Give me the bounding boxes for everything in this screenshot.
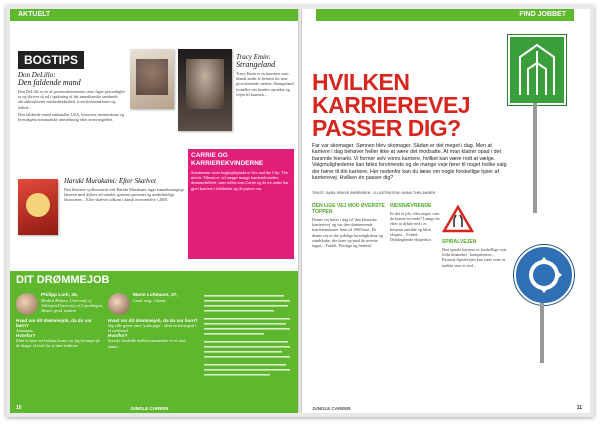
text-lines-placeholder — [204, 293, 292, 403]
book-2-author: Tracy Emin: — [236, 53, 271, 61]
person-1 — [16, 293, 104, 349]
road-sign-illustration — [508, 35, 566, 105]
footer-brand-right: JUNGLE CAREER — [312, 406, 351, 411]
person-2-a2: Sociale forskelle mellem mennesker er et stort emne... — [108, 338, 186, 349]
sign-pole-2 — [540, 303, 544, 363]
person-1-role: Modern History, University of Tübingen/University of Copenhagen, Master grad. student — [41, 298, 103, 313]
book-cover-figure — [136, 59, 168, 95]
book-cover-2 — [178, 49, 232, 131]
book-2-title: Strangeland — [236, 60, 276, 69]
roundabout-icon — [516, 247, 572, 303]
person-1-a1: Astronaut. — [16, 328, 34, 333]
person-1-q2: Hvorfor? — [16, 333, 36, 339]
person-2-name: Marie Lohmann, 27, — [133, 293, 178, 298]
callout-text: Sommerens store boghøjdepunkt er Sex and the City: The movie. Filmen er vel næppe mange karrierekvinders drømmebillede, men rollen som Carrie og de tre andre har gjort karriere i tidsånden og de prøver om. — [191, 170, 289, 191]
magazine-spread — [6, 5, 594, 417]
callout-title: CARRIE OG KARRIEREKVINDERNE — [191, 152, 264, 167]
page-number-left: 10 — [16, 405, 22, 411]
book-cover-1 — [130, 49, 174, 109]
book-3-author: Haruki Murakami: — [64, 177, 118, 185]
bogtips-title-block — [18, 49, 84, 69]
column-2 — [390, 201, 440, 401]
left-page — [10, 9, 298, 413]
callout-box — [188, 149, 294, 259]
person-1-name: Philipp Lurk, 26, — [41, 293, 79, 298]
tab-label-right: FIND JOBBET — [519, 11, 566, 18]
book-3-title: Efter Skælvet — [118, 177, 156, 185]
book-cover-portrait — [186, 59, 224, 109]
book-1-block — [18, 71, 126, 149]
column-1-heading: DEN LIGE VEJ MOD ØVERSTE TOPPEN — [312, 203, 385, 215]
book-1-text: Den DeLillo er en af postmodernismens store figur-personlighe-er og skriver så ud i spidsning af det amerikanske samfunds ultraliberaliseret mediedækkethed, (over)informationer og lethed... — [18, 89, 126, 110]
person-1-avatar — [16, 293, 38, 315]
right-page — [302, 9, 590, 413]
book-cover-sun — [26, 193, 50, 217]
person-1-q1: Hvad var dit drømmejob, da du var barn? — [16, 318, 92, 328]
column-2-text: Er det ét job, eller noget, som du kunne bo-ende? Længe du efter at dykke ned i et bestemt område og blive ekspert... Fordel: Dybdegående ekspertise. — [390, 211, 440, 243]
drommejob-column-3 — [204, 293, 292, 403]
person-2-q2: Hvorfor? — [108, 333, 128, 339]
drommejob-section — [10, 271, 298, 413]
book-3-heading — [64, 177, 184, 185]
column-1-text: Denne vej hører i dag til 'den klassiske karrierevej' og var den dominerende karrieremønster frem til 1960'erne. På denne vej er det tydelige hovedgårdene og vandskabe, der fører op mod de øverste toppe... Fordel: Prestige og fremtid. — [312, 217, 383, 249]
footer-brand-left: JUNGLE CAREER — [130, 406, 169, 411]
headline: HVILKEN KARRIEREVEJ PASSER DIG? — [312, 69, 471, 141]
section-tab-left — [10, 9, 298, 21]
sign-pole — [533, 103, 537, 213]
person-2-role: Cand. mag. i dansk — [133, 298, 166, 303]
section-title: BOGTIPS — [18, 51, 84, 69]
person-1-a2: Efter at have set Indiana Jones var jeg bevæget på de drager af rend for at lære ridderne. — [16, 338, 100, 349]
column-2-heading: INDSNÆVRENDE — [390, 203, 432, 209]
book-3-block — [64, 177, 184, 243]
person-2-q1: Hvad var dit drømmejob, da du var barn? — [108, 318, 198, 323]
roundabout-sign — [514, 245, 574, 305]
byline: TEKST: SARA GRAVE SØRENSEN · ILLUSTRATION: ANNA THELANDER — [312, 191, 436, 195]
book-1-title: Den faldende mand — [18, 78, 81, 87]
book-2-text: Tracy Emin er en kunstner som blandt andet er berømt for sine provokerende værker. Strangeland fortæller om hendes opvækst og vejen til kunsten... — [236, 71, 294, 97]
narrow-road-sign — [442, 205, 474, 233]
page-number-right: 11 — [576, 405, 582, 411]
road-arrows-icon — [510, 37, 564, 103]
person-2-a1: Jeg ville gerne være 'yoha-pige' - altså en koreograf i et rockband. — [108, 323, 197, 334]
book-1-extra: Den faldende mand omhandler USA, historien, menneskene og hverdagens traumatiske omvæltning efter terrorangrebet. — [18, 111, 124, 123]
book-3-text: Den litterære sydkoreansk-ved Haruki Murakami tager kamæleonagtigt læseren med dybere ad mindet, gennem personer og underfundigt historierne... Efter skælvet udkom i dansk oversættelse i 2005. — [64, 187, 184, 203]
book-cover-3 — [18, 179, 58, 235]
section-tab-right — [316, 9, 574, 21]
column-1 — [312, 201, 386, 401]
book-1-author: Don DeLillo: — [18, 71, 56, 79]
tab-label: AKTUELT — [18, 11, 51, 18]
drommejob-title: DIT DRØMMEJOB — [16, 274, 110, 286]
narrow-road-icon — [442, 205, 474, 233]
column-3-heading: SPIRALVEJEN — [442, 239, 477, 245]
lead-paragraph: Far var skomager. Sønnen blev skomager. Sådan er det meget i dag. Men at karriere i dag behøver heller ikke at være det modsatte. At man klatrer opad i det barsmile hierarki. Vi former selv vores karriere, hvilket kan være rodt at vælge. Valgmulighederne kan føles forvirrende og de mange veje fører til noget hvilke valg der hører til din karriere. Her nedenfor kan du læse om nogle forskellige typer af karrierevej. Hvilken én passer dig? — [312, 143, 507, 182]
person-2 — [108, 293, 198, 349]
column-3 — [442, 237, 508, 401]
person-2-avatar — [108, 293, 130, 315]
column-3-text: Den spirale karriere er forskellige veje forbi hinanden - kompetencer... Pastorat Spiralvejen kan være svær at trække sine et sted... — [442, 247, 507, 268]
